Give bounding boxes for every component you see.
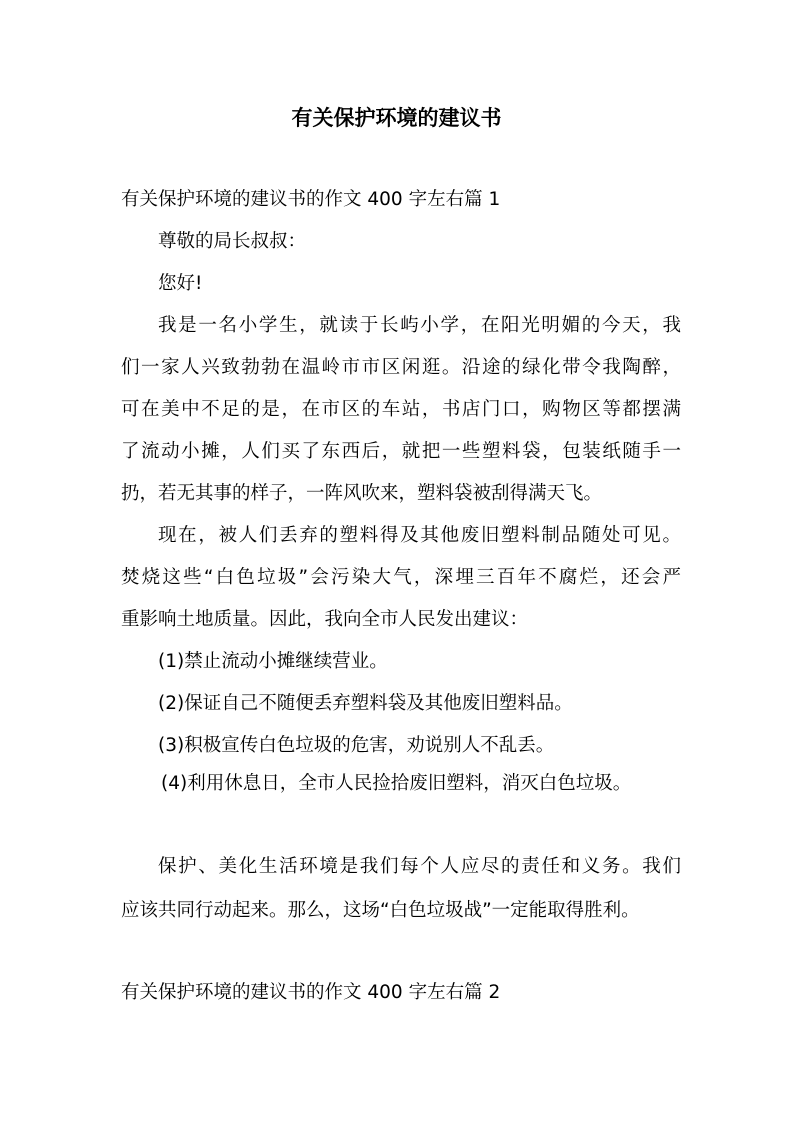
suggestion-item: (2)保证自己不随便丢弃塑料袋及其他废旧塑料品。 (158, 693, 573, 714)
document-title: 有关保护环境的建议书 (291, 106, 502, 130)
paragraph-1-line-1: 我是一名小学生，就读于长屿小学，在阳光明媚的今天，我 (158, 315, 681, 336)
suggestion-item: (4)利用休息日，全市人民捡拾废旧塑料，消灭白色垃圾。 (161, 773, 632, 794)
section-heading-2: 有关保护环境的建议书的作文 400 字左右篇 2 (121, 982, 501, 1003)
paragraph-1-line-4: 了流动小摊，人们买了东西后，就把一些塑料袋，包装纸随手一 (121, 441, 681, 462)
salutation: 尊敬的局长叔叔： (158, 231, 307, 252)
paragraph-1-line-5: 扔，若无其事的样子，一阵风吹来，塑料袋被刮得满天飞。 (121, 483, 603, 504)
paragraph-3-line-2: 应该共同行动起来。那么，这场“白色垃圾战”一定能取得胜利。 (121, 900, 640, 921)
paragraph-3-line-1: 保护、美化生活环境是我们每个人应尽的责任和义务。我们 (158, 856, 681, 877)
paragraph-2-line-2: 焚烧这些“白色垃圾”会污染大气，深埋三百年不腐烂，还会严 (121, 567, 681, 588)
section-heading-1: 有关保护环境的建议书的作文 400 字左右篇 1 (121, 189, 501, 210)
paragraph-1-line-2: 们一家人兴致勃勃在温岭市市区闲逛。沿途的绿化带令我陶醉， (121, 357, 681, 378)
suggestion-item: (3)积极宣传白色垃圾的危害，劝说别人不乱丢。 (158, 735, 555, 756)
paragraph-2-line-1: 现在，被人们丢弃的塑料得及其他废旧塑料制品随处可见。 (158, 525, 681, 546)
paragraph-1-line-3: 可在美中不足的是，在市区的车站，书店门口，购物区等都摆满 (121, 399, 681, 420)
paragraph-2-line-3: 重影响土地质量。因此，我向全市人民发出建议： (121, 609, 529, 630)
greeting: 您好! (158, 273, 203, 294)
suggestion-item: (1)禁止流动小摊继续营业。 (158, 651, 388, 672)
